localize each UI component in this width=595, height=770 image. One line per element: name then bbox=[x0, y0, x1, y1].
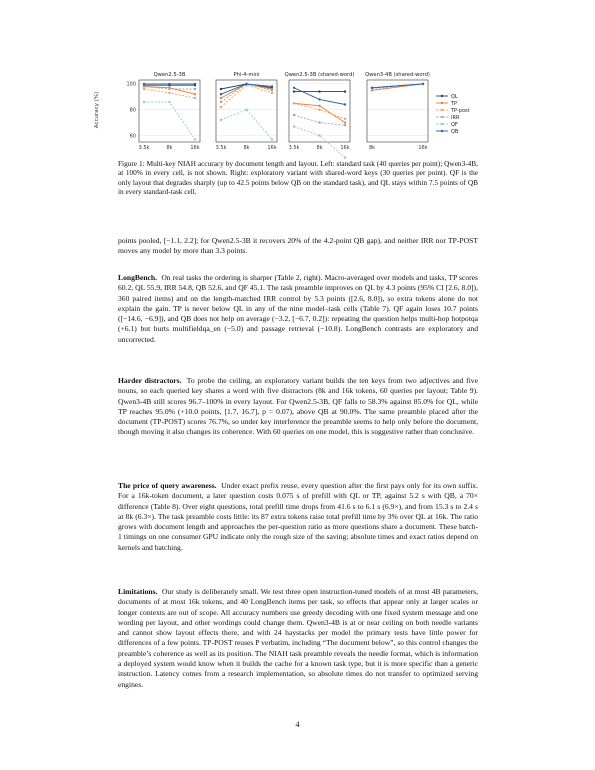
paragraph-heading: The price of query awareness. bbox=[118, 481, 217, 490]
series-line-qf bbox=[144, 102, 195, 139]
chart-panel-2 bbox=[216, 72, 277, 151]
x-tick-label: 16k bbox=[418, 145, 428, 151]
data-point-qb bbox=[245, 83, 247, 85]
paragraph-text: Our study is deliberately small. We test three open instruction-tuned models of at most 4B parameters, documents of at most 16k tokens, and 40 LongBench items per task, so effects that appear only at larger scales or longer contexts are out of scope. All accuracy numbers use greedy decoding with one fixed system message and one wording per layout, and other wordings could change them. Qwen3-4B is at or near ceiling on both needle variants and cannot show layout effects there, and with 24 haystacks per model the primary tests have little power for differences of a few points. TP-POST reuses P verbatim, including “The document below”, so this control changes the preamble’s coherence as well as its position. The NIAH task preamble reveals the needle format, which is information a deployed system would know when it builds the cache for a known task type, but it is more specific than a generic instruction. Latency comes from a research implementation, so absolute times do not transfer to optimized serving engines. bbox=[118, 587, 479, 689]
legend bbox=[436, 94, 470, 135]
legend-label: QL bbox=[451, 93, 458, 100]
data-point-ql bbox=[293, 90, 295, 92]
data-point-qb bbox=[168, 83, 170, 85]
x-tick-label: 16k bbox=[267, 145, 277, 151]
data-point-qf bbox=[293, 125, 295, 127]
paragraph-limitations bbox=[118, 587, 478, 690]
data-point-qb bbox=[194, 83, 196, 85]
data-point-qf bbox=[143, 101, 145, 103]
legend-label: QF bbox=[451, 121, 458, 128]
data-point-tp-post bbox=[344, 118, 346, 120]
data-point-tp-post bbox=[271, 92, 273, 94]
panel-title: Qwen2.5-3B (shared-word) bbox=[284, 72, 355, 78]
data-point-qf bbox=[271, 138, 273, 140]
paragraph-heading: LongBench. bbox=[118, 273, 158, 282]
data-point-irr bbox=[168, 88, 170, 90]
legend-marker bbox=[441, 102, 443, 104]
panel-title: Qwen3-4B (shared-word) bbox=[365, 72, 430, 78]
data-point-tp bbox=[318, 105, 320, 107]
legend-marker bbox=[441, 130, 443, 132]
data-point-tp-post bbox=[220, 106, 222, 108]
plot-frame bbox=[367, 80, 428, 142]
data-point-irr bbox=[293, 114, 295, 116]
data-point-qf bbox=[168, 101, 170, 103]
paragraph-continued: points pooled, [−1.1, 2.2]; for Qwen2.5-3B it recovers 20% of the 4.2-point QB gap), and neither IRR nor TP-POST moves any model by more than 3.3 points. bbox=[118, 236, 478, 256]
y-tick-label: 100 bbox=[126, 81, 136, 88]
x-tick-label: 8k bbox=[166, 145, 173, 151]
data-point-irr bbox=[194, 88, 196, 90]
legend-marker bbox=[441, 109, 443, 111]
legend-label: QB bbox=[451, 128, 459, 135]
data-point-qb bbox=[422, 83, 424, 85]
chart-panel-4 bbox=[365, 72, 430, 151]
data-point-qb bbox=[318, 98, 320, 100]
paragraph-text: To probe the ceiling, an exploratory variant builds the ten keys from two adjectives and five nouns, so each queried key shares a word with five distractors (8k and 16k tokens, 60 queries per layout; Table 9). Qwen3-4B still scores 96.7–100% in every layout. For Qwen2.5-3B, QF falls to 58.3% against 85.0% for QL, while TP reaches 95.0% (+10.0 points, [1.7, 16.7], p = 0.07), above QB at 90.0%. The same preamble placed after the document (TP-POST) scores 76.7%, so under key interference the preamble seems to help only before the document, though moving it also changes its coherence. With 60 queries on one model, this is suggestive rather than conclusive. bbox=[118, 376, 478, 437]
data-point-ql bbox=[220, 88, 222, 90]
figure-1 bbox=[0, 0, 595, 160]
y-axis-label: Accuracy (%) bbox=[94, 91, 100, 129]
legend-marker bbox=[441, 116, 443, 118]
chart-panel-3 bbox=[285, 72, 355, 159]
paragraph-longbench bbox=[118, 273, 478, 345]
data-point-irr bbox=[318, 121, 320, 123]
data-point-qb bbox=[143, 83, 145, 85]
data-point-irr bbox=[344, 124, 346, 126]
x-tick-label: 8k bbox=[316, 145, 323, 151]
data-point-tp bbox=[194, 93, 196, 95]
data-point-ql bbox=[344, 90, 346, 92]
series-line-qf bbox=[221, 110, 272, 140]
paragraph-heading: Harder distractors. bbox=[118, 376, 182, 385]
legend-label: TP-post bbox=[451, 107, 470, 114]
paragraph-text: Under exact prefix reuse, every question after the first pays only for its own suffix. For a 16k-token document, a later question costs 0.075 s of prefill with QL or TP, against 5.2 s with QB, a 70× difference (Table 8). Over eight questions, total prefill time drops from 41.6 s to 6.1 s (6.9×), and from 15.3 s to 2.4 s at 8k (6.3×). The task preamble costs little: its 87 extra tokens raise total prefill time by 3% over QL at 16k. The ratio grows with document length and approaches the per-question ratio as more questions share a document. These batch-1 timings on one consumer GPU indicate only the rough size of the saving; absolute times and exact ratios depend on kernels and batching. bbox=[118, 481, 479, 552]
x-tick-label: 3.5k bbox=[138, 145, 150, 151]
y-tick-label: 80 bbox=[129, 107, 136, 114]
paragraph-query-awareness bbox=[118, 481, 478, 553]
data-point-ql bbox=[318, 90, 320, 92]
data-point-tp-post bbox=[293, 102, 295, 104]
data-point-irr bbox=[143, 85, 145, 87]
data-point-tp-post bbox=[194, 97, 196, 99]
x-tick-label: 3.5k bbox=[288, 145, 300, 151]
data-point-qb bbox=[271, 85, 273, 87]
page-number: 4 bbox=[295, 720, 300, 729]
x-tick-label: 8k bbox=[243, 145, 250, 151]
legend-label: TP bbox=[451, 100, 458, 107]
data-point-irr bbox=[220, 101, 222, 103]
data-point-tp-post bbox=[318, 109, 320, 111]
panel-title: Qwen2.5-3B bbox=[153, 72, 186, 78]
chart-panel-1 bbox=[126, 72, 200, 151]
x-tick-label: 3.5k bbox=[215, 145, 227, 151]
y-tick-label: 60 bbox=[129, 133, 136, 140]
legend-marker bbox=[441, 123, 443, 125]
data-point-qb bbox=[293, 87, 295, 89]
figure-caption: Figure 1: Multi-key NIAH accuracy by document length and layout. Left: standard task (40 queries per point); Qwen3-4B, at 100% in every cell, is not shown. Right: exploratory variant with shared-word keys (30 queries per point). QF is the only layout that degrades sharply (up to 42.5 points below QB on the standard task), and QL stays within 7.5 points of QB in every standard-task cell. bbox=[118, 159, 478, 197]
data-point-qf bbox=[220, 119, 222, 121]
legend-label: IRR bbox=[451, 114, 460, 121]
data-point-tp bbox=[220, 97, 222, 99]
data-point-qf bbox=[318, 134, 320, 136]
legend-marker bbox=[441, 95, 443, 97]
data-point-qf bbox=[245, 109, 247, 111]
data-point-qb bbox=[344, 103, 346, 105]
data-point-tp bbox=[344, 121, 346, 123]
data-point-qb bbox=[371, 87, 373, 89]
data-point-irr bbox=[271, 89, 273, 91]
series-line-qb bbox=[294, 88, 345, 105]
data-point-tp-post bbox=[168, 92, 170, 94]
x-tick-label: 16k bbox=[340, 145, 350, 151]
data-point-qb bbox=[220, 93, 222, 95]
data-point-qf bbox=[194, 138, 196, 140]
data-point-tp-post bbox=[143, 88, 145, 90]
x-tick-label: 8k bbox=[368, 145, 376, 151]
x-tick-label: 16k bbox=[190, 145, 200, 151]
paragraph-heading: Limitations. bbox=[118, 587, 158, 596]
panel-title: Phi-4-mini bbox=[233, 72, 260, 78]
paragraph-text: On real tasks the ordering is sharper (Table 2, right). Macro-averaged over models and tasks, TP scores 60.2, QL 55.9, IRR 54.8, QB 52.6, and QF 45.1. The task preamble improves on QL by 4.3 points (95% CI [2.6, 8.0]), 360 paired items) and on the length-matched IRR control by 5.3 points ([2.6, 8.0]), so extra tokens alone do not explain the gain. TP is never below QL in any of the nine model–task cells (Table 7). QF again loses 10.7 points ([−14.6, −6.9]), and QB does not help on average (−3.2, [−6.7, 0.2]): repeating the question helps multi-hop hotpotqa (+6.1) but hurts multifieldqa_en (−5.0) and passage retrieval (−10.8). LongBench contrasts are exploratory and uncorrected. bbox=[118, 273, 478, 344]
paragraph-harder-distractors bbox=[118, 376, 478, 438]
